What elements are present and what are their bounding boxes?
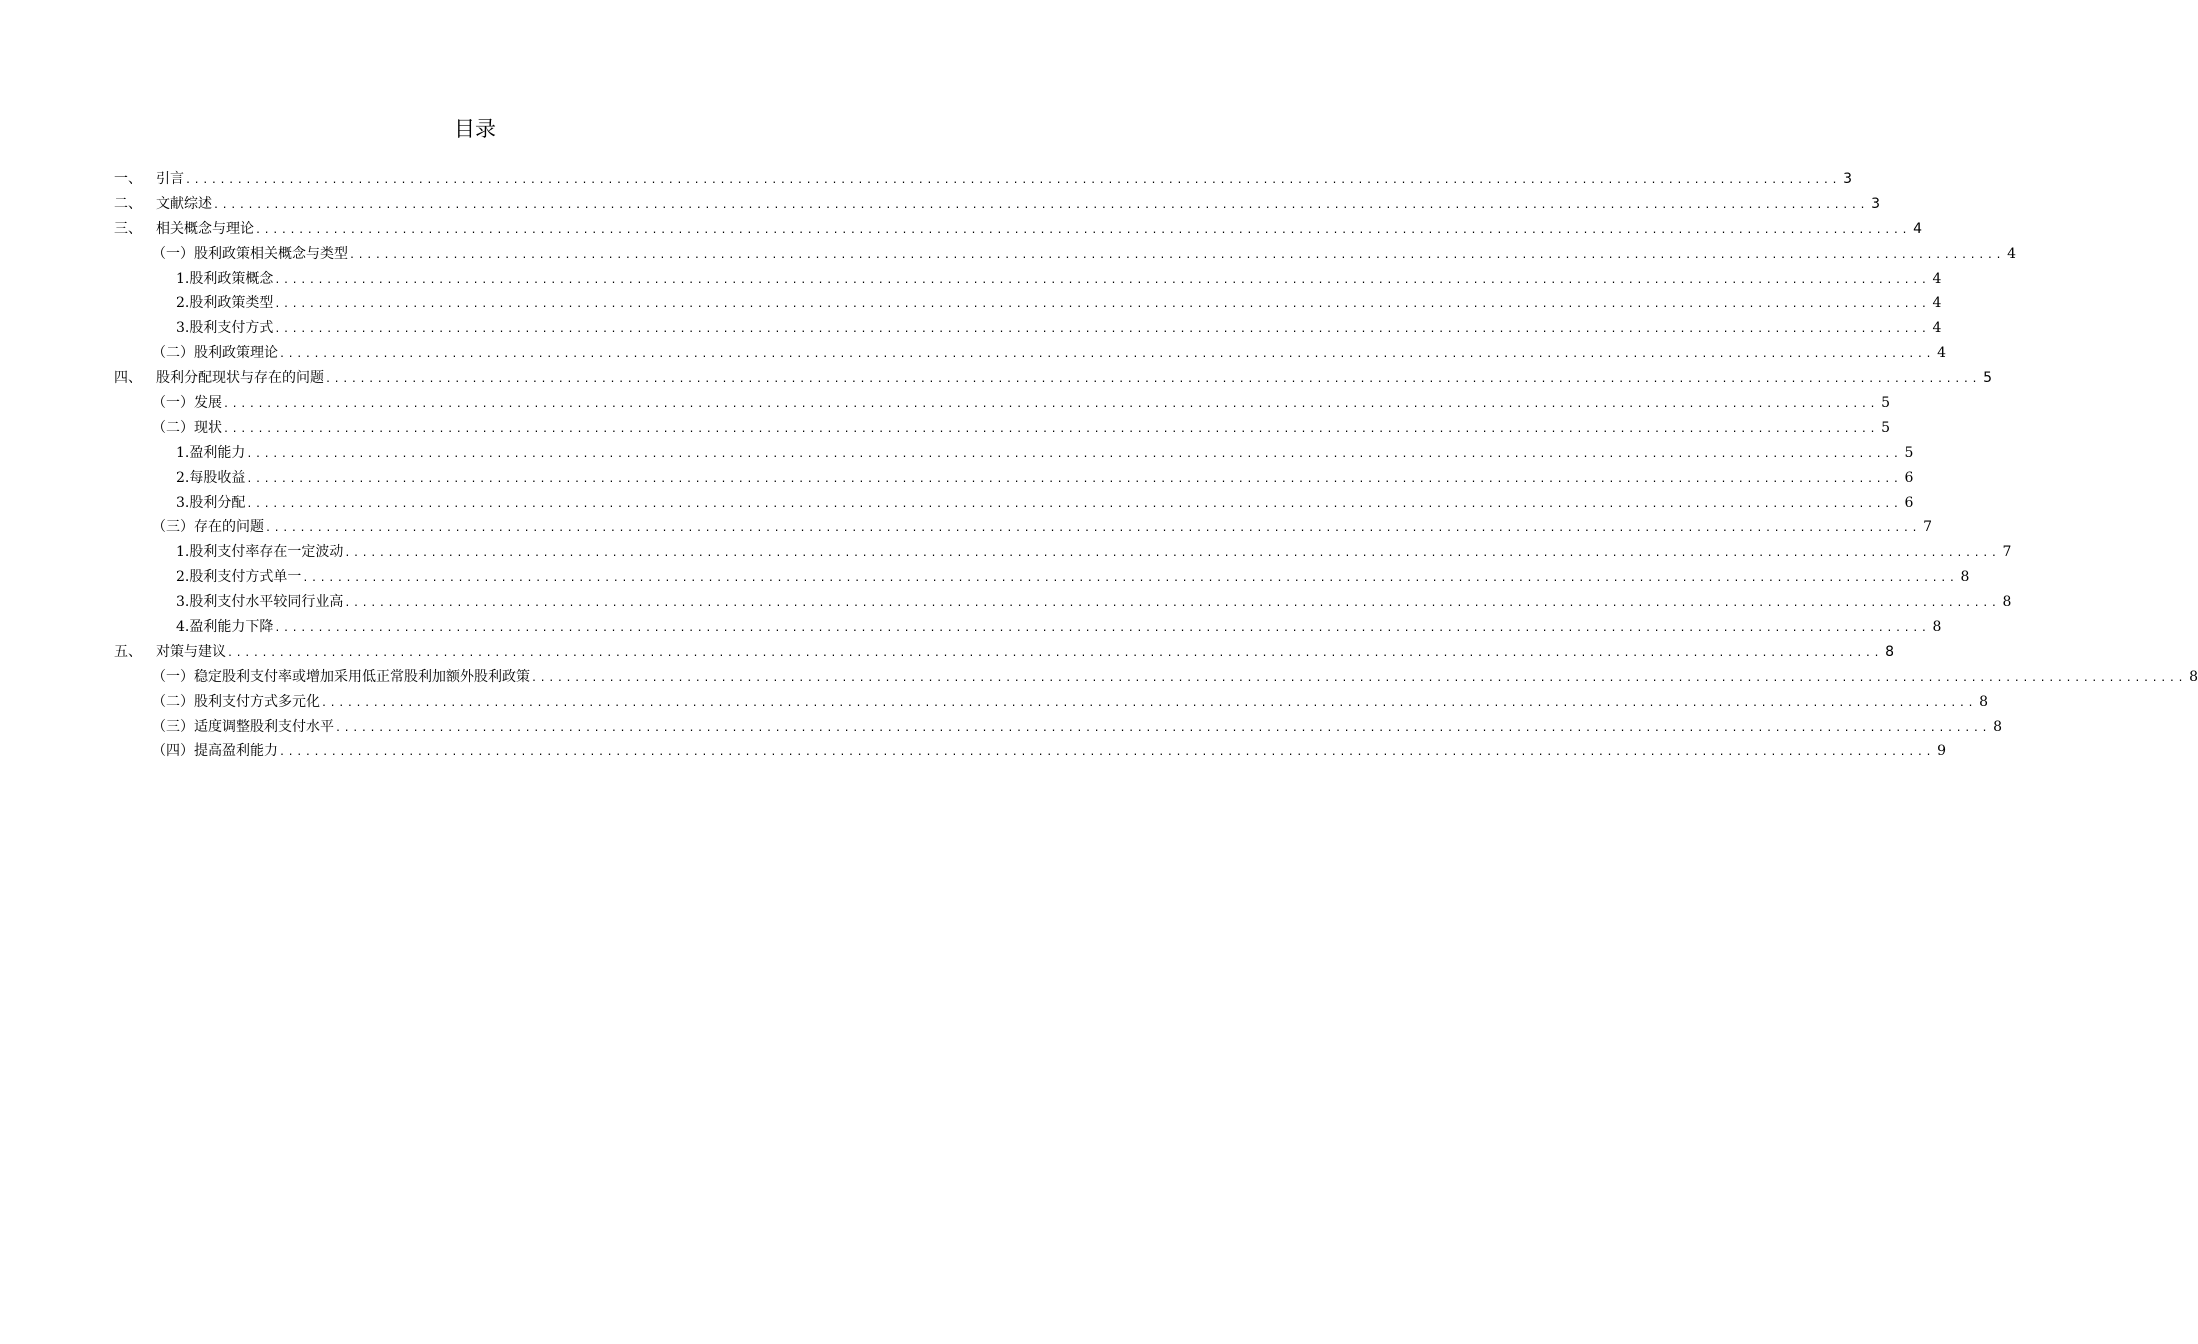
toc-entry[interactable]: [114, 316, 1942, 341]
toc-entry-page-number: 4: [1932, 320, 1942, 337]
toc-entry-number: 二、: [114, 195, 142, 212]
toc-dot-leader: ................................................................................................................................................................................................: [279, 747, 1935, 759]
toc-entry-title: 稳定股利支付率或增加采用低正常股利加额外股利政策: [194, 668, 530, 685]
toc-entry-title: 股利支付率存在一定波动: [189, 544, 344, 561]
toc-entry[interactable]: [114, 690, 1989, 715]
toc-entry-title: 股利支付方式: [189, 320, 274, 337]
toc-entry-title: 存在的问题: [194, 519, 264, 536]
toc-entry[interactable]: [114, 192, 1881, 217]
toc-dot-leader: ................................................................................................................................................................................................: [246, 448, 1902, 460]
toc-entry-number: （二）: [152, 345, 194, 362]
toc-dot-leader: ................................................................................................................................................................................................: [274, 299, 1930, 311]
toc-entry[interactable]: [114, 466, 1914, 491]
toc-entry-page-number: 6: [1904, 494, 1914, 511]
toc-entry-page-number: 4: [2007, 245, 2017, 262]
toc-entry-title: 股利政策理论: [194, 345, 278, 362]
toc-entry[interactable]: [114, 565, 1970, 590]
toc-entry-number: （一）: [152, 395, 194, 412]
toc-entry[interactable]: [114, 540, 2012, 565]
toc-entry-title: 股利支付方式单一: [189, 569, 302, 586]
toc-entry[interactable]: [114, 491, 1914, 516]
toc-entry-number: 1.: [176, 444, 190, 461]
toc-entry-page-number: 8: [1993, 718, 2003, 735]
toc-dot-leader: ................................................................................................................................................................................................: [335, 722, 1991, 734]
toc-entry-number: 3.: [176, 320, 190, 337]
toc-entry-page-number: 8: [1932, 619, 1942, 636]
toc-entry-number: （二）: [152, 419, 194, 436]
toc-entry-number: 2.: [176, 295, 190, 312]
toc-entry-number: （四）: [152, 743, 194, 760]
toc-entry-title: 适度调整股利支付水平: [194, 718, 334, 735]
toc-entry-title: 发展: [194, 395, 222, 412]
toc-entry[interactable]: [114, 739, 1947, 764]
toc-entry-number: 3.: [176, 594, 190, 611]
toc-entry-page-number: 6: [1904, 469, 1914, 486]
toc-entry-title: 引言: [156, 171, 184, 187]
toc-entry-title: 股利分配: [189, 494, 246, 511]
toc-dot-leader: ................................................................................................................................................................................................: [321, 697, 1977, 709]
toc-entry-page-number: 8: [2002, 594, 2012, 611]
toc-entry-page-number: 4: [1932, 270, 1942, 287]
toc-entry-page-number: 4: [1932, 295, 1942, 312]
toc-entry-title: 股利支付水平较同行业高: [189, 594, 344, 611]
toc-entry-number: 五、: [114, 643, 142, 660]
toc-entry[interactable]: [114, 441, 1914, 466]
toc-entry-page-number: 8: [1960, 569, 1970, 586]
toc-entry-number: 四、: [114, 370, 142, 387]
toc-entry[interactable]: [114, 291, 1942, 316]
toc-dot-leader: ................................................................................................................................................................................................: [279, 349, 1935, 361]
toc-entry-number: 2.: [176, 469, 190, 486]
toc-entry-number: （二）: [152, 693, 194, 710]
toc-entry-page-number: 8: [1979, 693, 1989, 710]
toc-entry-page-number: 4: [1937, 345, 1947, 362]
toc-entry-page-number: 8: [2189, 668, 2198, 685]
toc-entry-number: （一）: [152, 668, 194, 685]
toc-entry-title: 提高盈利能力: [194, 743, 278, 760]
toc-dot-leader: ................................................................................................................................................................................................: [344, 598, 2000, 610]
toc-entry-title: 文献综述: [156, 195, 212, 212]
toc-entry[interactable]: [114, 715, 2003, 740]
toc-entry-number: 2.: [176, 569, 190, 586]
toc-entry-page-number: 7: [2002, 544, 2012, 561]
toc-entry[interactable]: [114, 366, 1993, 391]
toc-entry-title: 相关概念与理论: [156, 220, 254, 237]
toc-entry-page-number: 3: [1871, 195, 1881, 212]
toc-dot-leader: ................................................................................................................................................................................................: [274, 274, 1930, 286]
toc-entry-page-number: 5: [1881, 419, 1891, 436]
toc-entry-number: （三）: [152, 519, 194, 536]
toc-entry-number: 三、: [114, 220, 142, 237]
toc-entry-title: 每股收益: [189, 469, 246, 486]
toc-entry-page-number: 5: [1904, 444, 1914, 461]
toc-entry-page-number: 9: [1937, 743, 1947, 760]
toc-entry[interactable]: [114, 590, 2012, 615]
toc-entry-title: 现状: [194, 419, 222, 436]
toc-dot-leader: ................................................................................................................................................................................................: [223, 399, 1879, 411]
toc-dot-leader: ................................................................................................................................................................................................: [227, 647, 1883, 659]
toc-entry-number: 1.: [176, 270, 190, 287]
toc-entry-number: 4.: [176, 619, 190, 636]
toc-entry-title: 股利政策概念: [189, 270, 274, 287]
toc-entry-title: 对策与建议: [156, 643, 226, 660]
toc-entry-page-number: 5: [1983, 370, 1993, 387]
toc-dot-leader: ................................................................................................................................................................................................: [349, 249, 2005, 261]
toc-entry[interactable]: [114, 391, 1891, 416]
toc-entry-title: 盈利能力: [189, 444, 246, 461]
toc-entry[interactable]: [114, 515, 1933, 540]
toc-entry-number: （三）: [152, 718, 194, 735]
toc-entry-title: 股利支付方式多元化: [194, 693, 320, 710]
toc-dot-leader: ................................................................................................................................................................................................: [274, 623, 1930, 635]
page-title: 目录: [454, 117, 496, 141]
toc-entry-page-number: 8: [1885, 643, 1895, 660]
toc-entry[interactable]: [114, 242, 2017, 267]
toc-entry[interactable]: [114, 615, 1942, 640]
toc-entry[interactable]: [114, 217, 1923, 242]
toc-entry-page-number: 5: [1881, 395, 1891, 412]
toc-entry[interactable]: [114, 267, 1942, 292]
toc-dot-leader: ................................................................................................................................................................................................: [246, 498, 1902, 510]
toc-dot-leader: ................................................................................................................................................................................................: [274, 324, 1930, 336]
toc-entry-title: 股利政策相关概念与类型: [194, 245, 348, 262]
toc-entry-title: 股利政策类型: [189, 295, 274, 312]
toc-dot-leader: ................................................................................................................................................................................................: [255, 224, 1911, 236]
toc-entry[interactable]: [114, 167, 1853, 192]
table-of-contents: [114, 167, 2198, 764]
toc-dot-leader: ................................................................................................................................................................................................: [531, 672, 2187, 684]
toc-entry-title: 盈利能力下降: [189, 619, 274, 636]
toc-entry[interactable]: [114, 640, 1895, 665]
toc-entry-title: 股利分配现状与存在的问题: [156, 370, 324, 387]
toc-entry[interactable]: [114, 341, 1947, 366]
toc-entry[interactable]: [114, 416, 1891, 441]
toc-entry-page-number: 7: [1923, 519, 1933, 536]
toc-dot-leader: ................................................................................................................................................................................................: [302, 573, 1958, 585]
toc-entry-page-number: 4: [1913, 220, 1923, 237]
toc-entry[interactable]: [114, 665, 2198, 690]
toc-dot-leader: ................................................................................................................................................................................................: [246, 473, 1902, 485]
toc-dot-leader: ................................................................................................................................................................................................: [344, 548, 2000, 560]
toc-entry-number: 1.: [176, 544, 190, 561]
toc-dot-leader: ................................................................................................................................................................................................: [213, 199, 1869, 211]
toc-entry-number: 3.: [176, 494, 190, 511]
toc-dot-leader: ................................................................................................................................................................................................: [185, 175, 1841, 186]
toc-entry-number: （一）: [152, 245, 194, 262]
toc-dot-leader: ................................................................................................................................................................................................: [325, 374, 1981, 386]
toc-dot-leader: ................................................................................................................................................................................................: [265, 523, 1921, 535]
toc-entry-number: 一、: [114, 171, 142, 187]
toc-entry-page-number: 3: [1843, 171, 1853, 187]
toc-dot-leader: ................................................................................................................................................................................................: [223, 423, 1879, 435]
